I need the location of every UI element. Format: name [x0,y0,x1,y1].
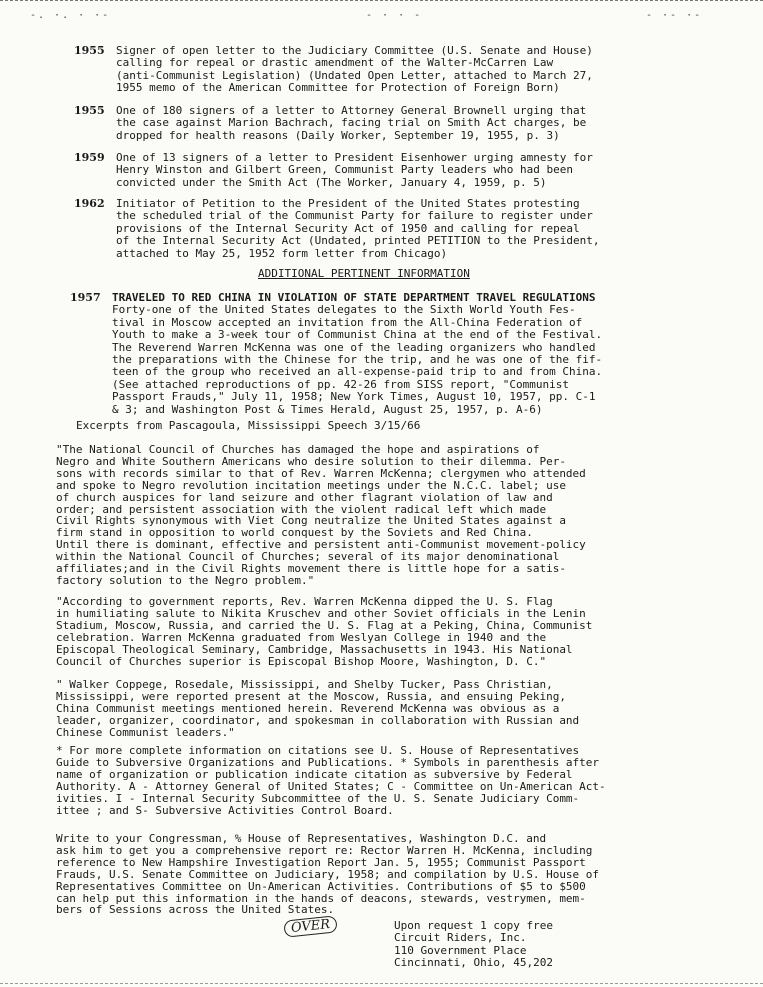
entry-year: 1955 [74,44,105,57]
entry-text: One of 180 signers of a letter to Attorney General Brownell urging that the case against Marion Bachrach, facing trial on Smith Act charges, be dropped for health reasons (Daily Worker, September 19, 1955, p. 3) [116,104,587,142]
over-handwritten-mark: OVER [283,915,338,937]
quote-flag: "According to government reports, Rev. Warren McKenna dipped the U. S. Flag in humiliating salute to Nikita Kruschev and other Soviet officials in the Lenin Stadium, Moscow, Russia, and carried the U. S. Flag at a Peking, China, Communist celebration. Warren McKenna graduated from Weslyan College in 1940 and the Episcopal Theological Seminary, Cambridge, Massachusetts in 1943. His National Council of Churches superior is Episcopal Bishop Moore, Washington, D. C." [56,595,593,668]
entry-text: Initiator of Petition to the President of the United States protesting the scheduled trial of the Communist Party for failure to register under provisions of the Internal Security Act of 1950 and calling for repeal of the Internal Security Act (Undated, printed PETITION to the President, attached to May 25, 1952 form letter from Chicago) [116,197,600,260]
publisher-address: Upon request 1 copy free Circuit Riders, Inc. 110 Government Place Cincinnati, Ohio, 45,202 [394,919,553,969]
excerpts-title: Excerpts from Pascagoula, Mississippi Speech 3/15/66 [76,419,421,432]
entry-text: Forty-one of the United States delegates to the Sixth World Youth Fes- tival in Moscow accepted an invitation from the All-China Federation of Youth to make a 3-week tour of Communist China at the end of the Festival. The Reverend Warren McKenna was one of the leading organizers who handled the preparations with the Chinese for the trip, and he was one of the fif- teen of the group who received an all-expense-paid trip to and from China. (See attached reproductions of pp. 42-26 from SISS report, "Communist Passport Frauds," July 11, 1958; New York Times, August 10, 1957, pp. C-1 & 3; and Washington Post & Times Herald, August 25, 1957, p. A-6) [112,303,603,416]
quote-ncc: "The National Council of Churches has damaged the hope and aspirations of Negro and White Southern Americans who desire solution to their dilemma. Per- sons with records similar to that of Rev. Warren McKenna; clergymen who attended and spoke to Negro revolution incitation meetings under the N.C.C. label; use of church auspices for land seizure and other flagrant violation of law and order; and persistent association with the violent radical left which made Civil Rights synonymous with Viet Cong neutralize the United States against a firm stand in opposition to world conquest by the Soviets and Red China. Until there is dominant, effective and persistent anti-Communist movement-policy within the National Council of Churches; several of its major denominational affiliates;and in the Civil Rights movement there is little hope for a satis- factory solution to the Negro problem." [56,443,586,587]
entry-year: 1959 [74,151,105,164]
entry-1962-petition [74,198,734,260]
entry-1957-china-travel [70,292,730,416]
footnote-citations: * For more complete information on citations see U. S. House of Representatives Guide to Subversive Organizations and Publications. * Symbols in parenthesis after name of organization or publication indicate citation as subversive by Federal Authority. A - Attorney General of United States; C - Committee on Un-American Act- ivities. I - Internal Security Subcommittee of the U. S. Senate Judiciary Comm- ittee ; and S- Subversive Activities Control Board. [56,744,606,817]
entry-year: 1962 [74,197,105,210]
entry-1955-brownell-letter [74,105,734,142]
page-top-edge [0,0,763,5]
entry-year: 1955 [74,104,105,117]
closing-appeal: Write to your Congressman, % House of Representatives, Washington D.C. and ask him to get you a comprehensive report re: Rector Warren H. McKenna, including reference to New Hampshire Investigation Report Jan. 5, 1955; Communist Passport Frauds, U.S. Senate Committee on Judiciary, 1958; and compilation by U.S. House of Representatives Committee on Un-American Activities. Contributions of $5 to $500 can help put this information in the hands of deacons, stewards, vestrymen, mem- bers of Sessions across the United States. [56,832,600,917]
entry-heading: TRAVELED TO RED CHINA IN VIOLATION OF STATE DEPARTMENT TRAVEL REGULATIONS [112,291,596,304]
scan-mark-right: - ·- ·- [646,10,703,21]
entry-year: 1957 [70,291,101,304]
entry-1959-eisenhower-letter [74,152,734,189]
entry-text: Signer of open letter to the Judiciary Committee (U.S. Senate and House) calling for repeal or drastic amendment of the Walter-McCarren Law (anti-Communist Legislation) (Undated Open Letter, attached to March 27, 1955 memo of the American Committee for Protection of Foreign Born) [116,44,593,95]
scan-mark-left: -. ·. · ·- [30,10,111,21]
entry-text: One of 13 signers of a letter to President Eisenhower urging amnesty for Henry Winston and Gilbert Green, Communist Party leaders who had been convicted under the Smith Act (The Worker, January 4, 1959, p. 5) [116,151,593,189]
quote-moscow-meetings: " Walker Coppege, Rosedale, Mississippi, and Shelby Tucker, Pass Christian, Mississippi, were reported present at the Moscow, Russia, and ensuing Peking, China Communist meetings mentioned herein. Reverend McKenna was obvious as a leader, organizer, coordinator, and spokesman in collaboration with Russian and Chinese Communist leaders." [56,678,580,739]
entry-1955-open-letter [74,45,734,95]
page-bottom-edge [0,983,763,984]
section-header: ADDITIONAL PERTINENT INFORMATION [258,267,470,280]
scan-mark-center: - · · - [366,10,423,21]
